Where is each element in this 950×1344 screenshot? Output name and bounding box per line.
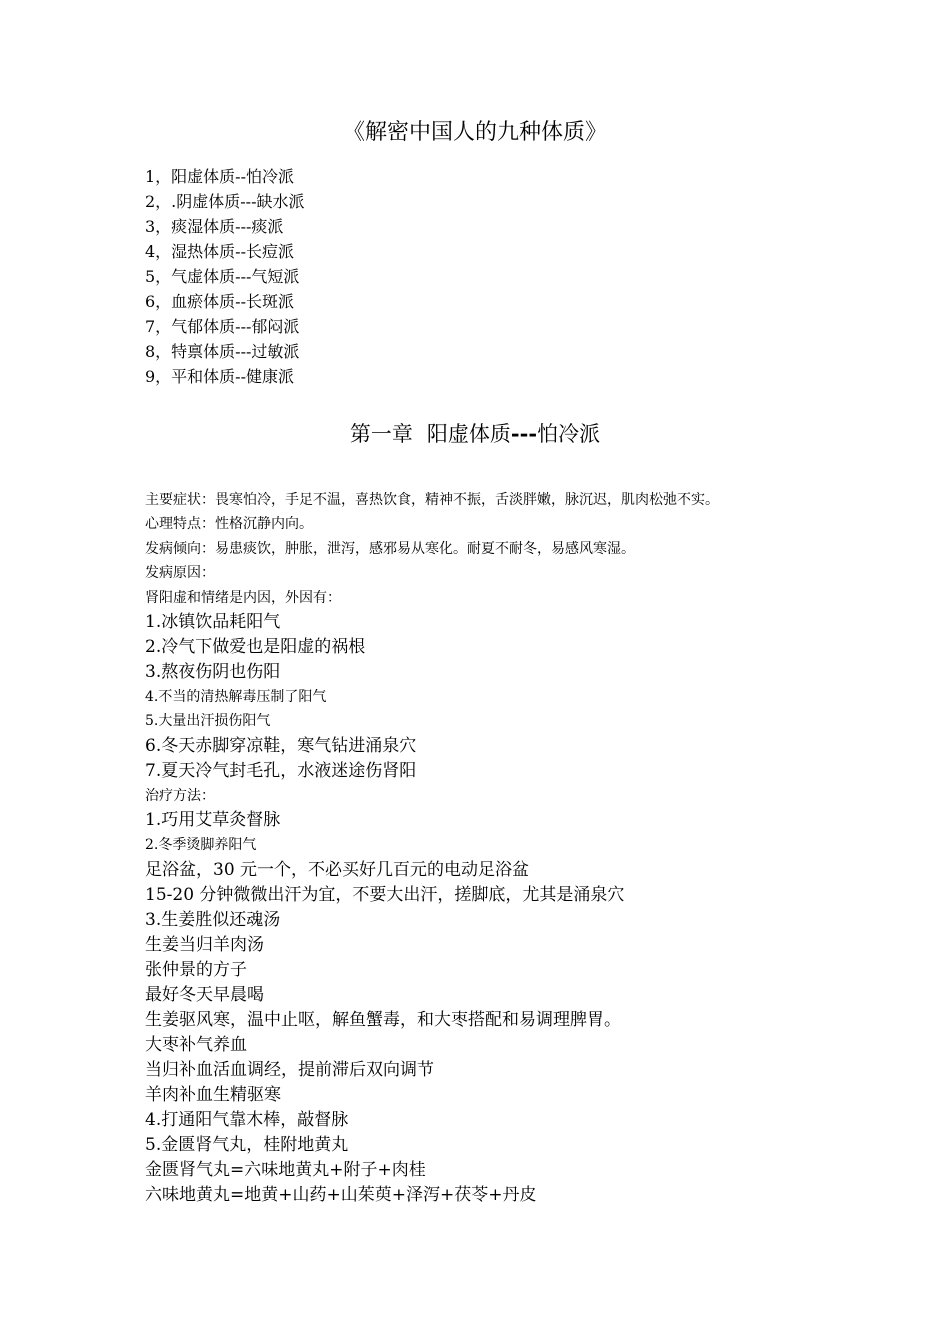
treatment-note: 当归补血活血调经，提前滞后双向调节 [145, 1059, 434, 1080]
formula-line: 金匮肾气丸=六味地黄丸+附子+肉桂 [145, 1159, 426, 1180]
chapter-body [145, 488, 925, 1208]
cause-item: 6.冬天赤脚穿凉鞋，寒气钻进涌泉穴 [145, 735, 417, 756]
chapter-heading [0, 419, 950, 449]
tendency-line: 发病倾向：易患痰饮，肿胀，泄泻，感邪易从寒化。耐夏不耐冬，易感风寒湿。 [145, 540, 635, 557]
formula-line: 六味地黄丸=地黄+山药+山茱萸+泽泻+茯苓+丹皮 [145, 1184, 537, 1205]
treatment-note: 张仲景的方子 [145, 959, 247, 980]
list-item: 7，气郁体质---郁闷派 [145, 317, 300, 336]
symptoms-line: 主要症状：畏寒怕冷，手足不温，喜热饮食，精神不振，舌淡胖嫩，脉沉迟，肌肉松弛不实。 [145, 492, 719, 508]
treatment-item: 3.生姜胜似还魂汤 [145, 909, 281, 930]
treatment-note: 15-20 分钟微微出汗为宜，不要大出汗，搓脚底，尤其是涌泉穴 [145, 884, 625, 905]
list-item: 9，平和体质--健康派 [145, 367, 294, 386]
constitution-list [145, 164, 305, 389]
causes-intro: 肾阳虚和情绪是内因，外因有： [145, 589, 341, 606]
list-item: 1，阳虚体质--怕冷派 [145, 167, 294, 186]
list-item: 3，痰湿体质---痰派 [145, 217, 284, 236]
list-item: 4，湿热体质--长痘派 [145, 242, 294, 261]
treatment-item: 1.巧用艾草灸督脉 [145, 810, 281, 831]
treatment-note: 足浴盆，30 元一个，不必买好几百元的电动足浴盆 [145, 859, 530, 880]
document-title: 《解密中国人的九种体质》 [342, 120, 607, 145]
cause-item: 1.冰镇饮品耗阳气 [145, 611, 281, 632]
list-item: 5，气虚体质---气短派 [145, 267, 300, 286]
cause-item: 5.大量出汗损伤阳气 [145, 713, 271, 730]
cause-item: 3.熬夜伤阴也伤阳 [145, 661, 281, 682]
cause-item: 2.冷气下做爱也是阳虚的祸根 [145, 636, 366, 657]
treatment-heading: 治疗方法： [145, 787, 215, 804]
chapter-number: 第一章 [349, 422, 413, 446]
chapter-dash: --- [510, 421, 538, 446]
list-item: 8，特禀体质---过敏派 [145, 342, 300, 361]
causes-heading: 发病原因： [145, 565, 215, 582]
cause-item: 7.夏天冷气封毛孔，水液迷途伤肾阳 [145, 760, 417, 781]
psychology-line: 心理特点：性格沉静内向。 [145, 516, 313, 533]
treatment-note: 最好冬天早晨喝 [145, 984, 264, 1005]
treatment-note: 生姜当归羊肉汤 [145, 934, 264, 955]
chapter-name: 阳虚体质 [426, 422, 511, 446]
treatment-item: 5.金匮肾气丸，桂附地黄丸 [145, 1134, 349, 1155]
treatment-note: 羊肉补血生精驱寒 [145, 1084, 281, 1105]
list-item: 6，血瘀体质--长斑派 [145, 292, 294, 311]
treatment-item: 4.打通阳气靠木棒，敲督脉 [145, 1109, 349, 1130]
cause-item: 4.不当的清热解毒压制了阳气 [145, 688, 327, 705]
list-item: 2，.阴虚体质---缺水派 [145, 192, 305, 211]
treatment-note: 生姜驱风寒，温中止呕，解鱼蟹毒，和大枣搭配和易调理脾胃。 [145, 1009, 621, 1030]
chapter-tail: 怕冷派 [537, 422, 601, 446]
treatment-note: 大枣补气养血 [145, 1034, 247, 1055]
treatment-item: 2.冬季烫脚养阳气 [145, 837, 257, 854]
